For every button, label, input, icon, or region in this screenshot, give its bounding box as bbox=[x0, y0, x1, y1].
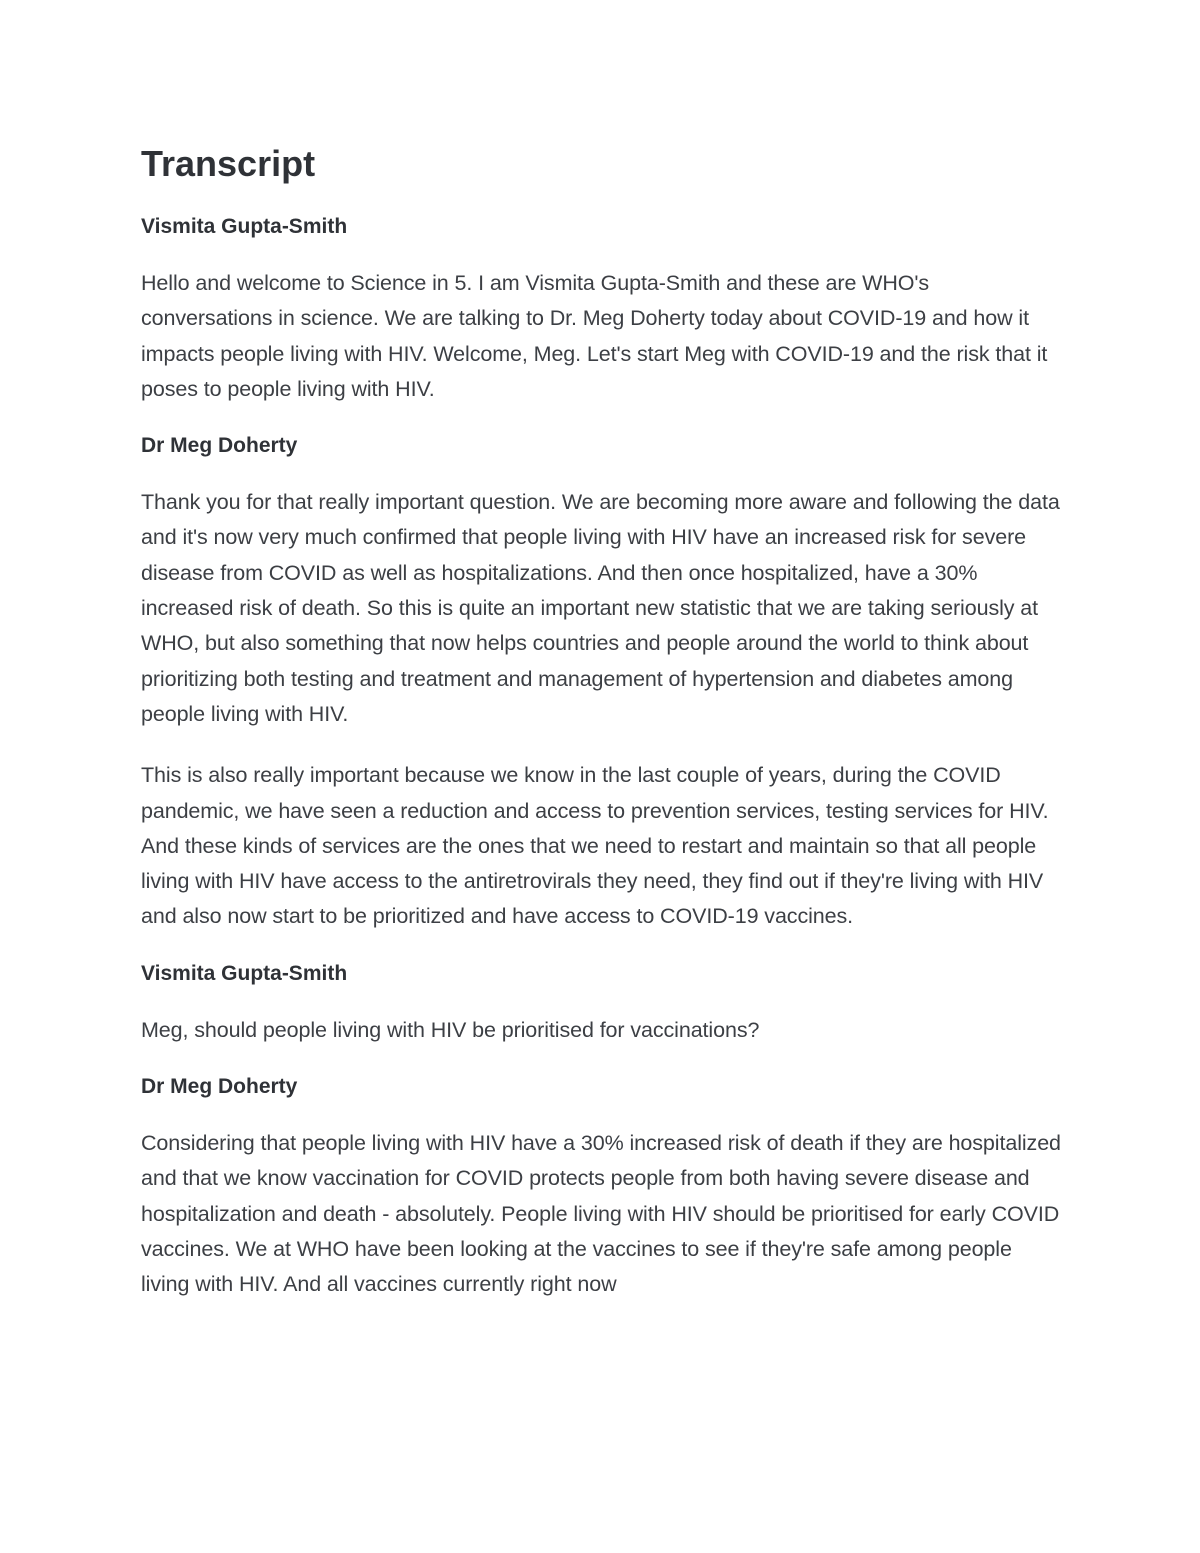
page-title: Transcript bbox=[141, 143, 316, 184]
speaker-name: Dr Meg Doherty bbox=[141, 434, 298, 458]
speaker-name: Vismita Gupta-Smith bbox=[141, 961, 348, 985]
speaker-name: Dr Meg Doherty bbox=[141, 1075, 298, 1099]
transcript-paragraph: Thank you for that really important question. We are becoming more aware and following the data and it's now very much confirmed that people living with HIV have an increased risk for severe disease from COVID as well as hospitalizations. And then once hospitalized, have a 30% increased risk of death. So this is quite an important new statistic that we are taking seriously at WHO, but also something that now helps countries and people around the world to think about prioritizing both testing and treatment and management of hypertension and diabetes among people living with HIV. bbox=[141, 490, 1060, 726]
transcript-paragraph: Hello and welcome to Science in 5. I am Vismita Gupta-Smith and these are WHO's conversations in science. We are talking to Dr. Meg Doherty today about COVID-19 and how it impacts people living with HIV. Welcome, Meg. Let's start Meg with COVID-19 and the risk that it poses to people living with HIV. bbox=[141, 271, 1048, 401]
transcript-block-2 bbox=[141, 433, 1066, 935]
transcript-block-1 bbox=[141, 214, 1066, 407]
transcript-paragraph: Meg, should people living with HIV be prioritised for vaccinations? bbox=[141, 1017, 760, 1042]
transcript-paragraph: This is also really important because we know in the last couple of years, during the COVID pandemic, we have seen a reduction and access to prevention services, testing services for HIV. And these kinds of services are the ones that we need to restart and maintain so that all people living with HIV have access to the antiretrovirals they need, they find out if they're living with HIV and also now start to be prioritized and have access to COVID-19 vaccines. bbox=[141, 763, 1049, 929]
transcript-block-3 bbox=[141, 961, 1066, 1048]
speaker-name: Vismita Gupta-Smith bbox=[141, 215, 348, 238]
transcript-block-4 bbox=[141, 1074, 1066, 1302]
transcript-page bbox=[141, 142, 1066, 1329]
transcript-paragraph: Considering that people living with HIV have a 30% increased risk of death if they are hospitalized and that we know vaccination for COVID protects people from both having severe disease and hospitalization and death - absolutely. People living with HIV should be prioritised for early COVID vaccines. We at WHO have been looking at the vaccines to see if they're safe among people living with HIV. And all vaccines currently right now bbox=[141, 1131, 1061, 1297]
